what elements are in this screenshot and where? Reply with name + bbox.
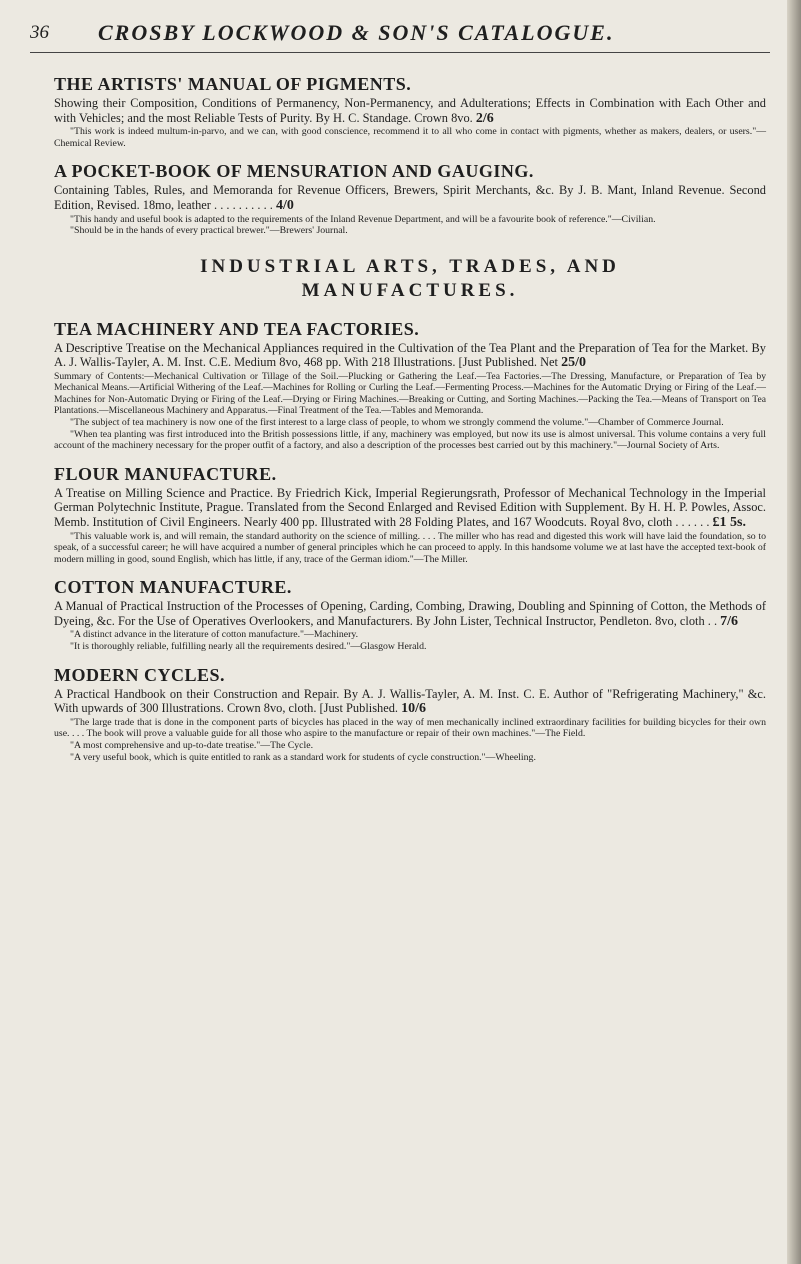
entry-title: THE ARTISTS' MANUAL OF PIGMENTS. [54, 74, 412, 94]
entry-title: FLOUR MANUFACTURE. [54, 463, 277, 484]
section-heading [54, 255, 766, 303]
book-entry-cotton [54, 577, 766, 652]
review-quote: "This valuable work is, and will remain, the standard authority on the science of milling. . . . The miller who has read and digested this work will have laid the foundation, so to speak, of a successful career; he will have acquired a number of general principles which he can proceed to apply. In this handsome volume we at last have the accepted text-book of modern milling in good, sound English, which has little, if any, trace of the German idiom."—The Miller. [54, 530, 766, 565]
page-content [54, 70, 766, 763]
entry-description: A Manual of Practical Instruction of the Processes of Opening, Carding, Combing, Drawing, Doubling and Spinning of Cotton, the Methods of Dyeing, &c. For the Use of Operatives Overlookers, and Manufacturers. By John Lister, Technical Instructor, Pendleton. 8vo, cloth . . [54, 599, 766, 628]
book-entry-cycles [54, 665, 766, 764]
entry-price: 7/6 [720, 613, 739, 629]
entry-description: A Practical Handbook on their Construction and Repair. By A. J. Wallis-Tayler, A. M. Inst. C. E. Author of "Refrigerating Machinery," &c. With upwards of 300 Illustrations. Crown 8vo, cloth. [Just Published. [54, 686, 766, 716]
review-quote: "The large trade that is done in the component parts of bicycles has placed in the way of men mechanically inclined extraordinary facilities for building bicycles for their own use. . . . The book will prove a valuable guide for all those who aspire to the manufacture or repair of their own machines."—The Field. [54, 716, 766, 740]
page-spine-shadow [787, 0, 801, 1264]
entry-description: Showing their Composition, Conditions of Permanency, Non-Permanency, and Adulterations; Effects in Combination with Each Other and with Vehicles; and the most Reliable Tests of Purity. By H. C. Standage. Crown 8vo. [54, 96, 766, 125]
entry-title: A POCKET-BOOK OF MENSURATION AND GAUGING. [54, 161, 534, 182]
book-entry-flour [54, 464, 766, 566]
entry-price: 2/6 [475, 110, 494, 126]
review-quote: "A most comprehensive and up-to-date treatise."—The Cycle. [70, 740, 314, 752]
page-number: 36 [30, 22, 49, 43]
book-entry-mensuration [54, 161, 766, 236]
review-quote: "This handy and useful book is adapted to the requirements of the Inland Revenue Department, and will be a favourite book of reference."—Civilian. [70, 213, 656, 225]
review-quote: "The subject of tea machinery is now one of the first interest to a large class of people, to whom we strongly commend the volume."—Chamber of Commerce Journal. [70, 416, 724, 428]
entry-price: £1 5s. [712, 514, 746, 530]
entry-price: 25/0 [561, 355, 586, 371]
entry-description: Containing Tables, Rules, and Memoranda for Revenue Officers, Brewers, Spirit Merchants, &c. By J. B. Mant, Inland Revenue. Second Edition, Revised. 18mo, leather . . . . . . . . . . [54, 183, 766, 212]
contents-summary: Summary of Contents:—Mechanical Cultivation or Tillage of the Soil.—Plucking or Gathering the Leaf.—Tea Factories.—The Dressing, Manufacture, or Preparation of Tea by Mechanical Means.—Artificial Withering of the Leaf.—Machines for Rolling or Curling the Leaf.—Fermenting Process.—Machines for the Automatic Drying or Firing of the Leaf.—Machines for Non-Automatic Drying or Firing of the Leaf.—Drying or Firing Machines.—Breaking or Cutting, and Sorting Machines.—Packing the Tea.—Means of Transport on Tea Plantations.—Miscellaneous Machinery and Apparatus.—Final Treatment of the Tea.—Tables and Memoranda. [54, 370, 766, 417]
book-entry-pigments [54, 74, 766, 149]
review-quote: "This work is indeed multum-in-parvo, and we can, with good conscience, recommend it to all who come in contact with pigments, whether as makers, dealers, or users."—Chemical Review. [54, 126, 766, 149]
entry-price: 4/0 [275, 197, 294, 213]
entry-title: COTTON MANUFACTURE. [54, 577, 292, 598]
book-entry-tea-machinery [54, 319, 766, 452]
running-title: CROSBY LOCKWOOD & SON'S CATALOGUE. [98, 20, 615, 45]
section-heading-line2: MANUFACTURES. [301, 279, 519, 301]
entry-title: TEA MACHINERY AND TEA FACTORIES. [54, 318, 420, 339]
section-heading-line1: INDUSTRIAL ARTS, TRADES, AND [200, 255, 620, 277]
review-quote: "Should be in the hands of every practical brewer."—Brewers' Journal. [70, 225, 348, 237]
review-quote: "A distinct advance in the literature of cotton manufacture."—Machinery. [70, 629, 359, 641]
review-quote: "It is thoroughly reliable, fulfilling nearly all the requirements desired."—Glasgow Herald. [70, 641, 427, 653]
review-quote: "When tea planting was first introduced into the British possessions little, if any, machinery was employed, but now its use is almost universal. This volume contains a very full account of the machinery necessary for the proper outfit of a factory, and also a description of the processes best carried out by this machinery."—Journal Society of Arts. [54, 428, 766, 452]
entry-description: A Treatise on Milling Science and Practice. By Friedrich Kick, Imperial Regierungsrath, Professor of Mechanical Technology in the Imperial German Polytechnic Institute, Prague. Translated from the Second Enlarged and Revised Edition with Supplement. By H. H. P. Powles, Assoc. Memb. Institution of Civil Engineers. Nearly 400 pp. Illustrated with 28 Folding Plates, and 167 Woodcuts. Royal 8vo, cloth . . . . . . [54, 485, 766, 529]
entry-title: MODERN CYCLES. [54, 664, 226, 685]
header-rule [30, 52, 770, 53]
entry-description: A Descriptive Treatise on the Mechanical Appliances required in the Cultivation of the Tea Plant and the Preparation of Tea for the Market. By A. J. Wallis-Tayler, A. M. Inst. C.E. Medium 8vo, 468 pp. With 218 Illustrations. [Just Published. Net [54, 340, 766, 370]
review-quote: "A very useful book, which is quite entitled to rank as a standard work for students of cycle construction."—Wheeling. [70, 751, 536, 763]
entry-price: 10/6 [401, 701, 427, 717]
